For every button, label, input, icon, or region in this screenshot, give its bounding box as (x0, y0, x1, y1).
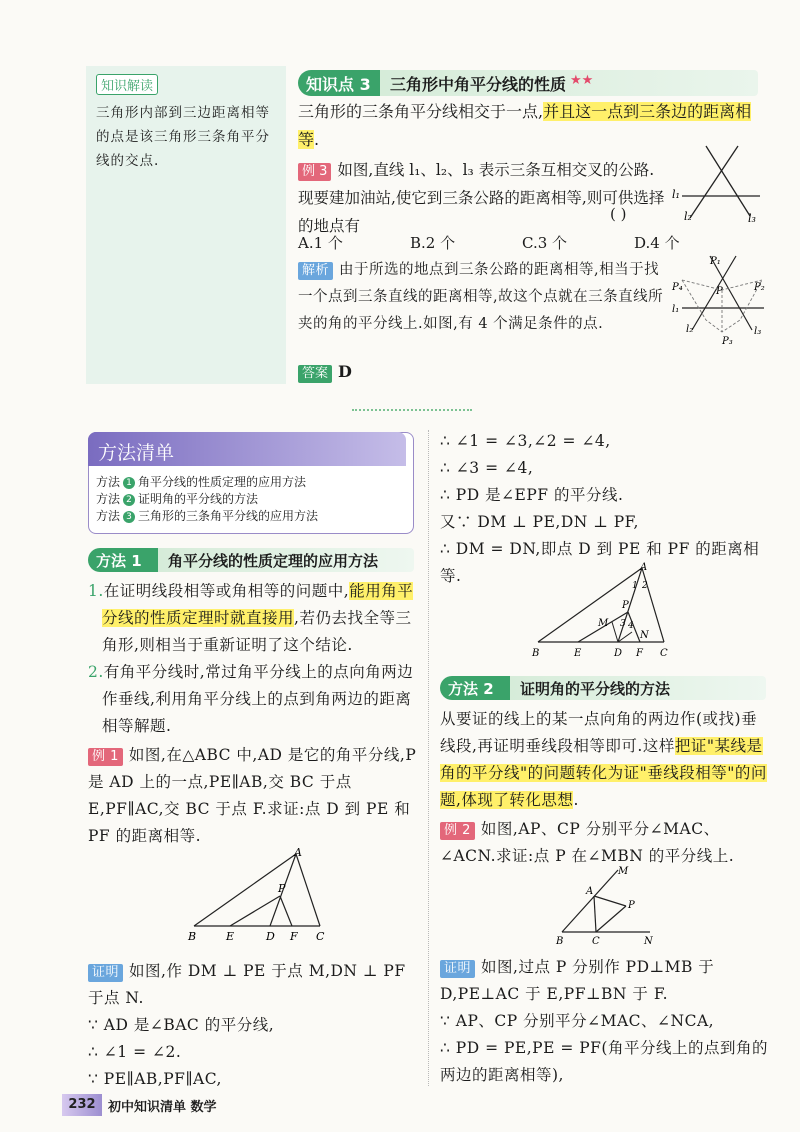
proof-line: ∴ ∠1 = ∠2. (88, 1043, 182, 1061)
section-divider (352, 409, 472, 411)
page-number: 232 (62, 1094, 102, 1116)
method-list-items (96, 474, 406, 525)
example-3-tag: 例 3 (298, 163, 331, 181)
method-list-item[interactable]: 方法 3 三角形的三条角平分线的应用方法 (96, 509, 319, 523)
example-3-analysis (298, 257, 668, 338)
analysis-text: 由于所选的地点到三条公路的距离相等,相当于找一个点到三条直线的距离相等,故这个点就在三条直线所夹的角的平分线上.如图,有 4 个满足条件的点. (298, 262, 664, 332)
statement-highlight: 并且这一点到三条边的距离相等 (298, 102, 752, 149)
ex2-label-m: M (618, 866, 629, 877)
pf-label-m: M (598, 618, 609, 629)
proof-tag: 证明 (88, 964, 123, 982)
method-1-title: 角平分线的性质定理的应用方法 (168, 552, 379, 570)
ex1-label-d: D (266, 930, 275, 943)
pf-label-p: P (622, 600, 629, 611)
label-p4: P₄ (672, 282, 683, 293)
proof-2-tag: 证明 (440, 960, 475, 978)
label-p3: P₃ (722, 336, 733, 346)
ex2-label-p: P (628, 900, 635, 911)
method-1-proof (88, 958, 418, 1093)
label-p: P (716, 286, 723, 297)
method-1-point-2: 2.有角平分线时,常过角平分线上的点向角两边作垂线,利用角平分线上的点到角两边的距离相等解题. (88, 663, 414, 735)
proof-line: ∵ PE∥AB,PF∥AC, (88, 1070, 222, 1088)
pf-label-4: 4 (628, 621, 634, 631)
example-1-tag: 例 1 (88, 748, 123, 766)
example-2-tag: 例 2 (440, 822, 475, 840)
pf-label-d: D (614, 648, 623, 659)
column-divider (428, 430, 429, 1086)
example-1-text: 如图,在△ABC 中,AD 是它的角平分线,P 是 AD 上的一点,PE∥AB,交 BC 于点 E,PF∥AC,交 BC 于点 F.求证:点 D 到 PE 和 PF 的距离相等. (88, 746, 417, 845)
option-d: D.4 个 (634, 234, 680, 252)
road-line-2 (690, 146, 738, 218)
fig2-label-l3: l₃ (754, 326, 762, 337)
proof-2-line: ∴ PD = PE,PE = PF(角平分线上的点到角的两边的距离相等), (440, 1039, 768, 1084)
method-list-item[interactable]: 方法 2 证明角的平分线的方法 (96, 492, 259, 506)
proof-2-line: ∵ AP、CP 分别平分∠MAC、∠NCA, (440, 1012, 715, 1030)
option-a: A.1 个 (298, 234, 343, 252)
proof-figure (528, 560, 678, 660)
fig2-label-l1: l₁ (672, 304, 680, 315)
statement-end: . (314, 130, 320, 149)
proof-line: ∵ AD 是∠BAC 的平分线, (88, 1016, 275, 1034)
fig2-label-l2: l₂ (686, 324, 694, 335)
pf-label-n: N (640, 630, 649, 641)
proof-cont-line: ∴ ∠3 = ∠4, (440, 459, 534, 477)
ex2-label-b: B (556, 936, 564, 947)
option-c: C.3 个 (522, 234, 568, 252)
difficulty-stars: ★★ (570, 73, 594, 88)
road-line-1 (706, 146, 750, 216)
four-points-figure (670, 250, 770, 346)
pf-label-a: A (640, 562, 648, 573)
knowledge-point-label: 知识点 3 (306, 75, 371, 94)
knowledge-box-title: 知识解读 (96, 74, 158, 95)
example-2-text: 如图,AP、CP 分别平分∠MAC、∠ACN.求证:点 P 在∠MBN 的平分线上. (440, 820, 735, 865)
ex2-label-n: N (644, 936, 653, 947)
ex1-label-p: P (278, 882, 286, 895)
method-2-body (440, 706, 770, 870)
example-3-question: 如图,直线 l₁、l₂、l₃ 表示三条互相交叉的公路.现要建加油站,使它到三条公路的距离相等,则可供选择的地点有 (298, 161, 665, 235)
method-2-label: 方法 2 (448, 680, 494, 698)
proof-line: 如图,作 DM ⊥ PE 于点 M,DN ⊥ PF 于点 N. (88, 962, 406, 1007)
ex1-label-f: F (290, 930, 298, 943)
answer-bracket: ( ) (610, 205, 627, 223)
label-l3: l₃ (748, 212, 756, 225)
method-1-label: 方法 1 (96, 552, 142, 570)
method-2-title: 证明角的平分线的方法 (520, 680, 671, 698)
ex1-label-c: C (316, 930, 325, 943)
label-l1: l₁ (672, 188, 680, 201)
example-3 (298, 156, 666, 240)
option-b: B.2 个 (410, 234, 456, 252)
book-title: 初中知识清单 数学 (108, 1100, 217, 1115)
pf-label-3: 3 (620, 619, 626, 629)
ex2-label-a: A (586, 886, 594, 897)
proof-cont-line: ∴ PD 是∠EPF 的平分线. (440, 486, 624, 504)
example-3-answer (298, 362, 352, 383)
pf-label-2: 2 (642, 581, 648, 591)
pf-label-1: 1 (632, 581, 638, 591)
answer-tag: 答案 (298, 365, 332, 383)
pf-label-f: F (636, 648, 643, 659)
proof-cont-line: ∴ DM = DN,即点 D 到 PE 和 PF 的距离相等. (440, 540, 760, 585)
method-1-body (88, 578, 418, 850)
example-1 (88, 742, 418, 850)
label-l2: l₂ (684, 210, 692, 223)
proof-cont-line: ∴ ∠1 = ∠3,∠2 = ∠4, (440, 432, 611, 450)
knowledge-box-text: 三角形内部到三边距离相等的点是该三角形三条角平分线的交点. (96, 105, 270, 169)
ex2-label-c: C (592, 936, 600, 947)
example-1-figure (180, 846, 340, 946)
method-1-point-1: 1.在证明线段相等或角相等的问题中,能用角平分线的性质定理时就直接用,若仍去找全等三角形,则相当于重新证明了这个结论. (88, 582, 414, 654)
answer-value: D (338, 362, 352, 381)
method-2-text: 从要证的线上的某一点向角的两边作(或找)垂线段,再证明垂线段相等即可.这样把证"某线是角的平分线"的问题转化为证"垂线段相等"的问题,体现了转化思想. (440, 710, 767, 809)
method-2-proof (440, 954, 770, 1089)
example-2-figure (554, 862, 664, 948)
ex1-label-a: A (294, 846, 302, 859)
fig2-line-2 (692, 256, 736, 330)
pf-label-e: E (574, 648, 582, 659)
ex1-label-b: B (188, 930, 197, 943)
three-roads-figure (668, 140, 768, 230)
statement-part-a: 三角形的三条角平分线相交于一点, (298, 102, 544, 121)
ex1-label-e: E (226, 930, 235, 943)
label-p2: P₂ (754, 282, 765, 293)
knowledge-interpretation-box (86, 66, 286, 384)
method-list-heading: 方法清单 (98, 442, 175, 464)
analysis-tag: 解析 (298, 262, 333, 280)
method-list-item[interactable]: 方法 1 角平分线的性质定理的应用方法 (96, 475, 307, 489)
proof-2-line: 如图,过点 P 分别作 PD⊥MB 于 D,PE⊥AC 于 E,PF⊥BN 于 F. (440, 958, 715, 1003)
pf-label-b: B (532, 648, 540, 659)
knowledge-point-title: 三角形中角平分线的性质 (390, 75, 567, 94)
pf-label-c: C (660, 648, 668, 659)
label-p1: P₁ (710, 256, 721, 267)
proof-cont-line: 又∵ DM ⊥ PE,DN ⊥ PF, (440, 513, 639, 531)
